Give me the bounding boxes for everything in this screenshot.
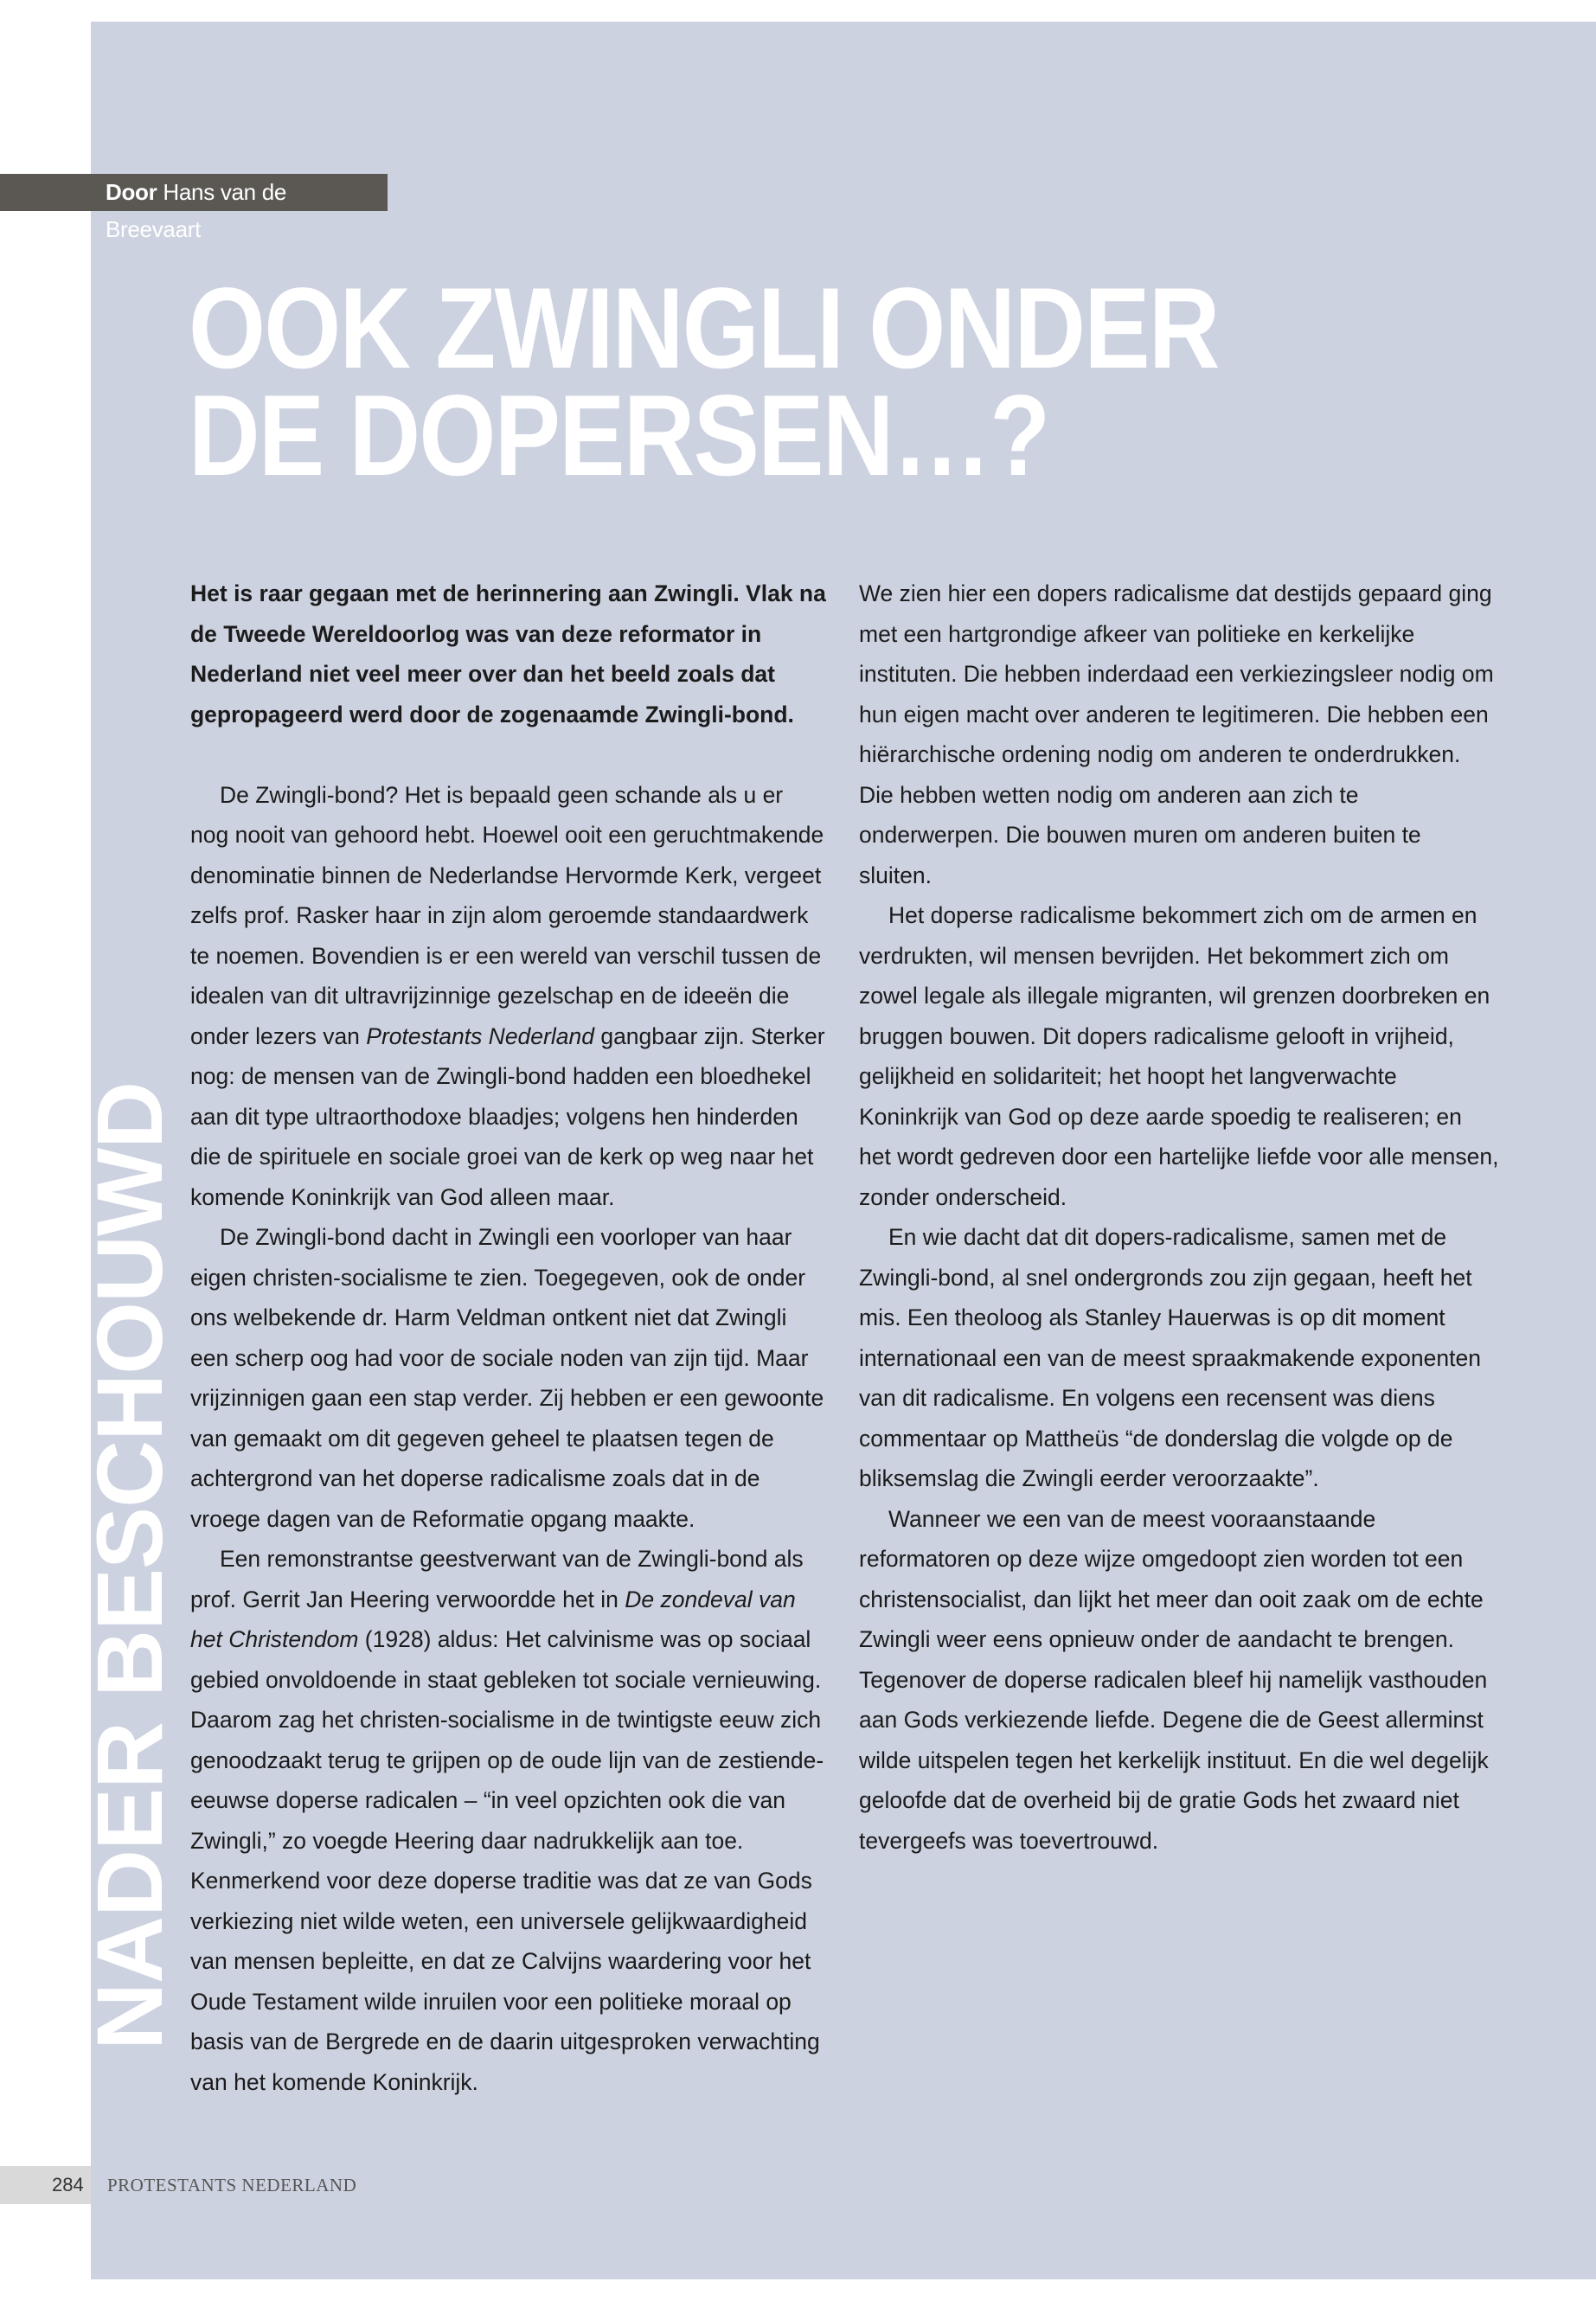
left-p3-italic: De zondeval van het Christendom xyxy=(190,1586,796,1652)
right-paragraph-2: Het doperse radicalisme bekommert zich om de armen en verdrukten, wil mensen bevrijden. Het bekommert zich om zowel legale als illegale migranten, wil grenzen doorbreken en bruggen bouwen. Dit dopers radicalisme gelooft in vrijheid, gelijkheid en solidariteit; het hoopt het langverwachte Koninkrijk van God op deze aarde spoedig te realiseren; en het wordt gedreven door een hartelijke liefde voor alle mensen, zonder onderscheid. xyxy=(859,902,1499,1210)
byline-author: Hans van de Breevaart xyxy=(106,179,287,242)
left-paragraph-1 xyxy=(190,775,826,1218)
right-paragraph-1: We zien hier een dopers radicalisme dat destijds gepaard ging met een hartgrondige afkeer van politieke en kerkelijke instituten. Die hebben inderdaad een verkiezingsleer nodig om hun eigen macht over anderen te legitimeren. Die hebben een hiërarchische ordening nodig om anderen te onderdrukken. Die hebben wetten nodig om anderen aan zich te onderwerpen. Die bouwen muren om anderen buiten te sluiten. xyxy=(859,580,1494,888)
left-paragraph-3 xyxy=(190,1539,826,2102)
left-p1-text-a: De Zwingli-bond? Het is bepaald geen schande als u er nog nooit van gehoord hebt. Hoewel ooit een geruchtmakende denominatie binnen de Nederlandse Hervormde Kerk, vergeet zelfs prof. Rasker haar in zijn alom geroemde standaardwerk te noemen. Bovendien is er een wereld van verschil tussen de idealen van dit ultravrijzinnige gezelschap en de ideeën die onder lezers van xyxy=(190,781,824,1049)
left-column xyxy=(190,574,826,2102)
left-p1-italic: Protestants Nederland xyxy=(366,1022,594,1049)
left-p3-text-a: Een remonstrantse geestverwant van de Zwingli-bond als prof. Gerrit Jan Heering verwoordde het in xyxy=(190,1546,804,1612)
title-line-2: DE DOPERSEN…? xyxy=(189,372,1049,500)
page-number: 284 xyxy=(52,2174,84,2195)
right-paragraph-4: Wanneer we een van de meest vooraanstaande reformatoren op deze wijze omgedoopt zien worden tot een christensocialist, dan lijkt het meer dan ooit zaak om de echte Zwingli weer eens opnieuw onder de aandacht te brengen. Tegenover de doperse radicalen bleef hij namelijk vasthouden aan Gods verkiezende liefde. Degene die de Geest allerminst wilde uitspelen tegen het kerkelijk instituut. En die wel degelijk geloofde dat de overheid bij de gratie Gods het zwaard niet tevergeefs was toevertrouwd. xyxy=(859,1505,1489,1854)
left-p1-text-b: gangbaar zijn. Sterker nog: de mensen van de Zwingli-bond hadden een bloedhekel aan dit type ultraorthodoxe blaadjes; volgens hen hinderden die de spirituele en sociale groei van de kerk op weg naar het komende Koninkrijk van God alleen maar. xyxy=(190,1022,825,1210)
right-paragraph-3: En wie dacht dat dit dopers-radicalisme, samen met de Zwingli-bond, al snel ondergronds zou zijn gegaan, heeft het mis. Een theoloog als Stanley Hauerwas is op dit moment internationaal een van de meest spraakmakende exponenten van dit radicalisme. En volgens een recensent was diens commentaar op Mattheüs “de donderslag die volgde op de bliksemslag die Zwingli eerder veroorzaakte”. xyxy=(859,1224,1481,1491)
byline-prefix: Door xyxy=(106,179,157,205)
article-title xyxy=(189,265,1304,500)
left-paragraph-2: De Zwingli-bond dacht in Zwingli een voorloper van haar eigen christen-socialisme te zien. Toegegeven, ook de onder ons welbekende dr. Harm Veldman ontkent niet dat Zwingli een scherp oog had voor de sociale noden van zijn tijd. Maar vrijzinnigen gaan een stap verder. Zij hebben er een gewoonte van gemaakt om dit gegeven geheel te plaatsen tegen de achtergrond van het doperse radicalisme zoals dat in de vroege dagen van de Reformatie opgang maakte. xyxy=(190,1224,824,1532)
footer-publication: PROTESTANTS NEDERLAND xyxy=(107,2175,357,2195)
left-p3-text-b: (1928) aldus: Het calvinisme was op sociaal gebied onvoldoende in staat gebleken tot sociale vernieuwing. Daarom zag het christen-socialisme in de twintigste eeuw zich genoodzaakt terug te grijpen op de oude lijn van de zestiende-eeuwse doperse radicalen – “in veel opzichten ook die van Zwingli,” zo voegde Heering daar nadrukkelijk aan toe. Kenmerkend voor deze doperse traditie was dat ze van Gods verkiezing niet wilde weten, een universele gelijkwaardigheid van mensen bepleitte, en dat ze Calvijns waardering voor het Oude Testament wilde inruilen voor een politieke moraal op basis van de Bergrede en de daarin uitgesproken verwachting van het komende Koninkrijk. xyxy=(190,1626,824,2095)
section-label: NADER BESCHOUWD xyxy=(77,1082,182,2050)
lead-paragraph: Het is raar gegaan met de herinnering aan Zwingli. Vlak na de Tweede Wereldoorlog was van deze reformator in Nederland niet veel meer over dan het beeld zoals dat gepropageerd werd door de zogenaamde Zwingli-bond. xyxy=(190,580,826,727)
byline xyxy=(0,174,388,242)
right-column xyxy=(859,574,1499,1861)
title-line-1: OOK ZWINGLI ONDER xyxy=(189,265,1219,393)
